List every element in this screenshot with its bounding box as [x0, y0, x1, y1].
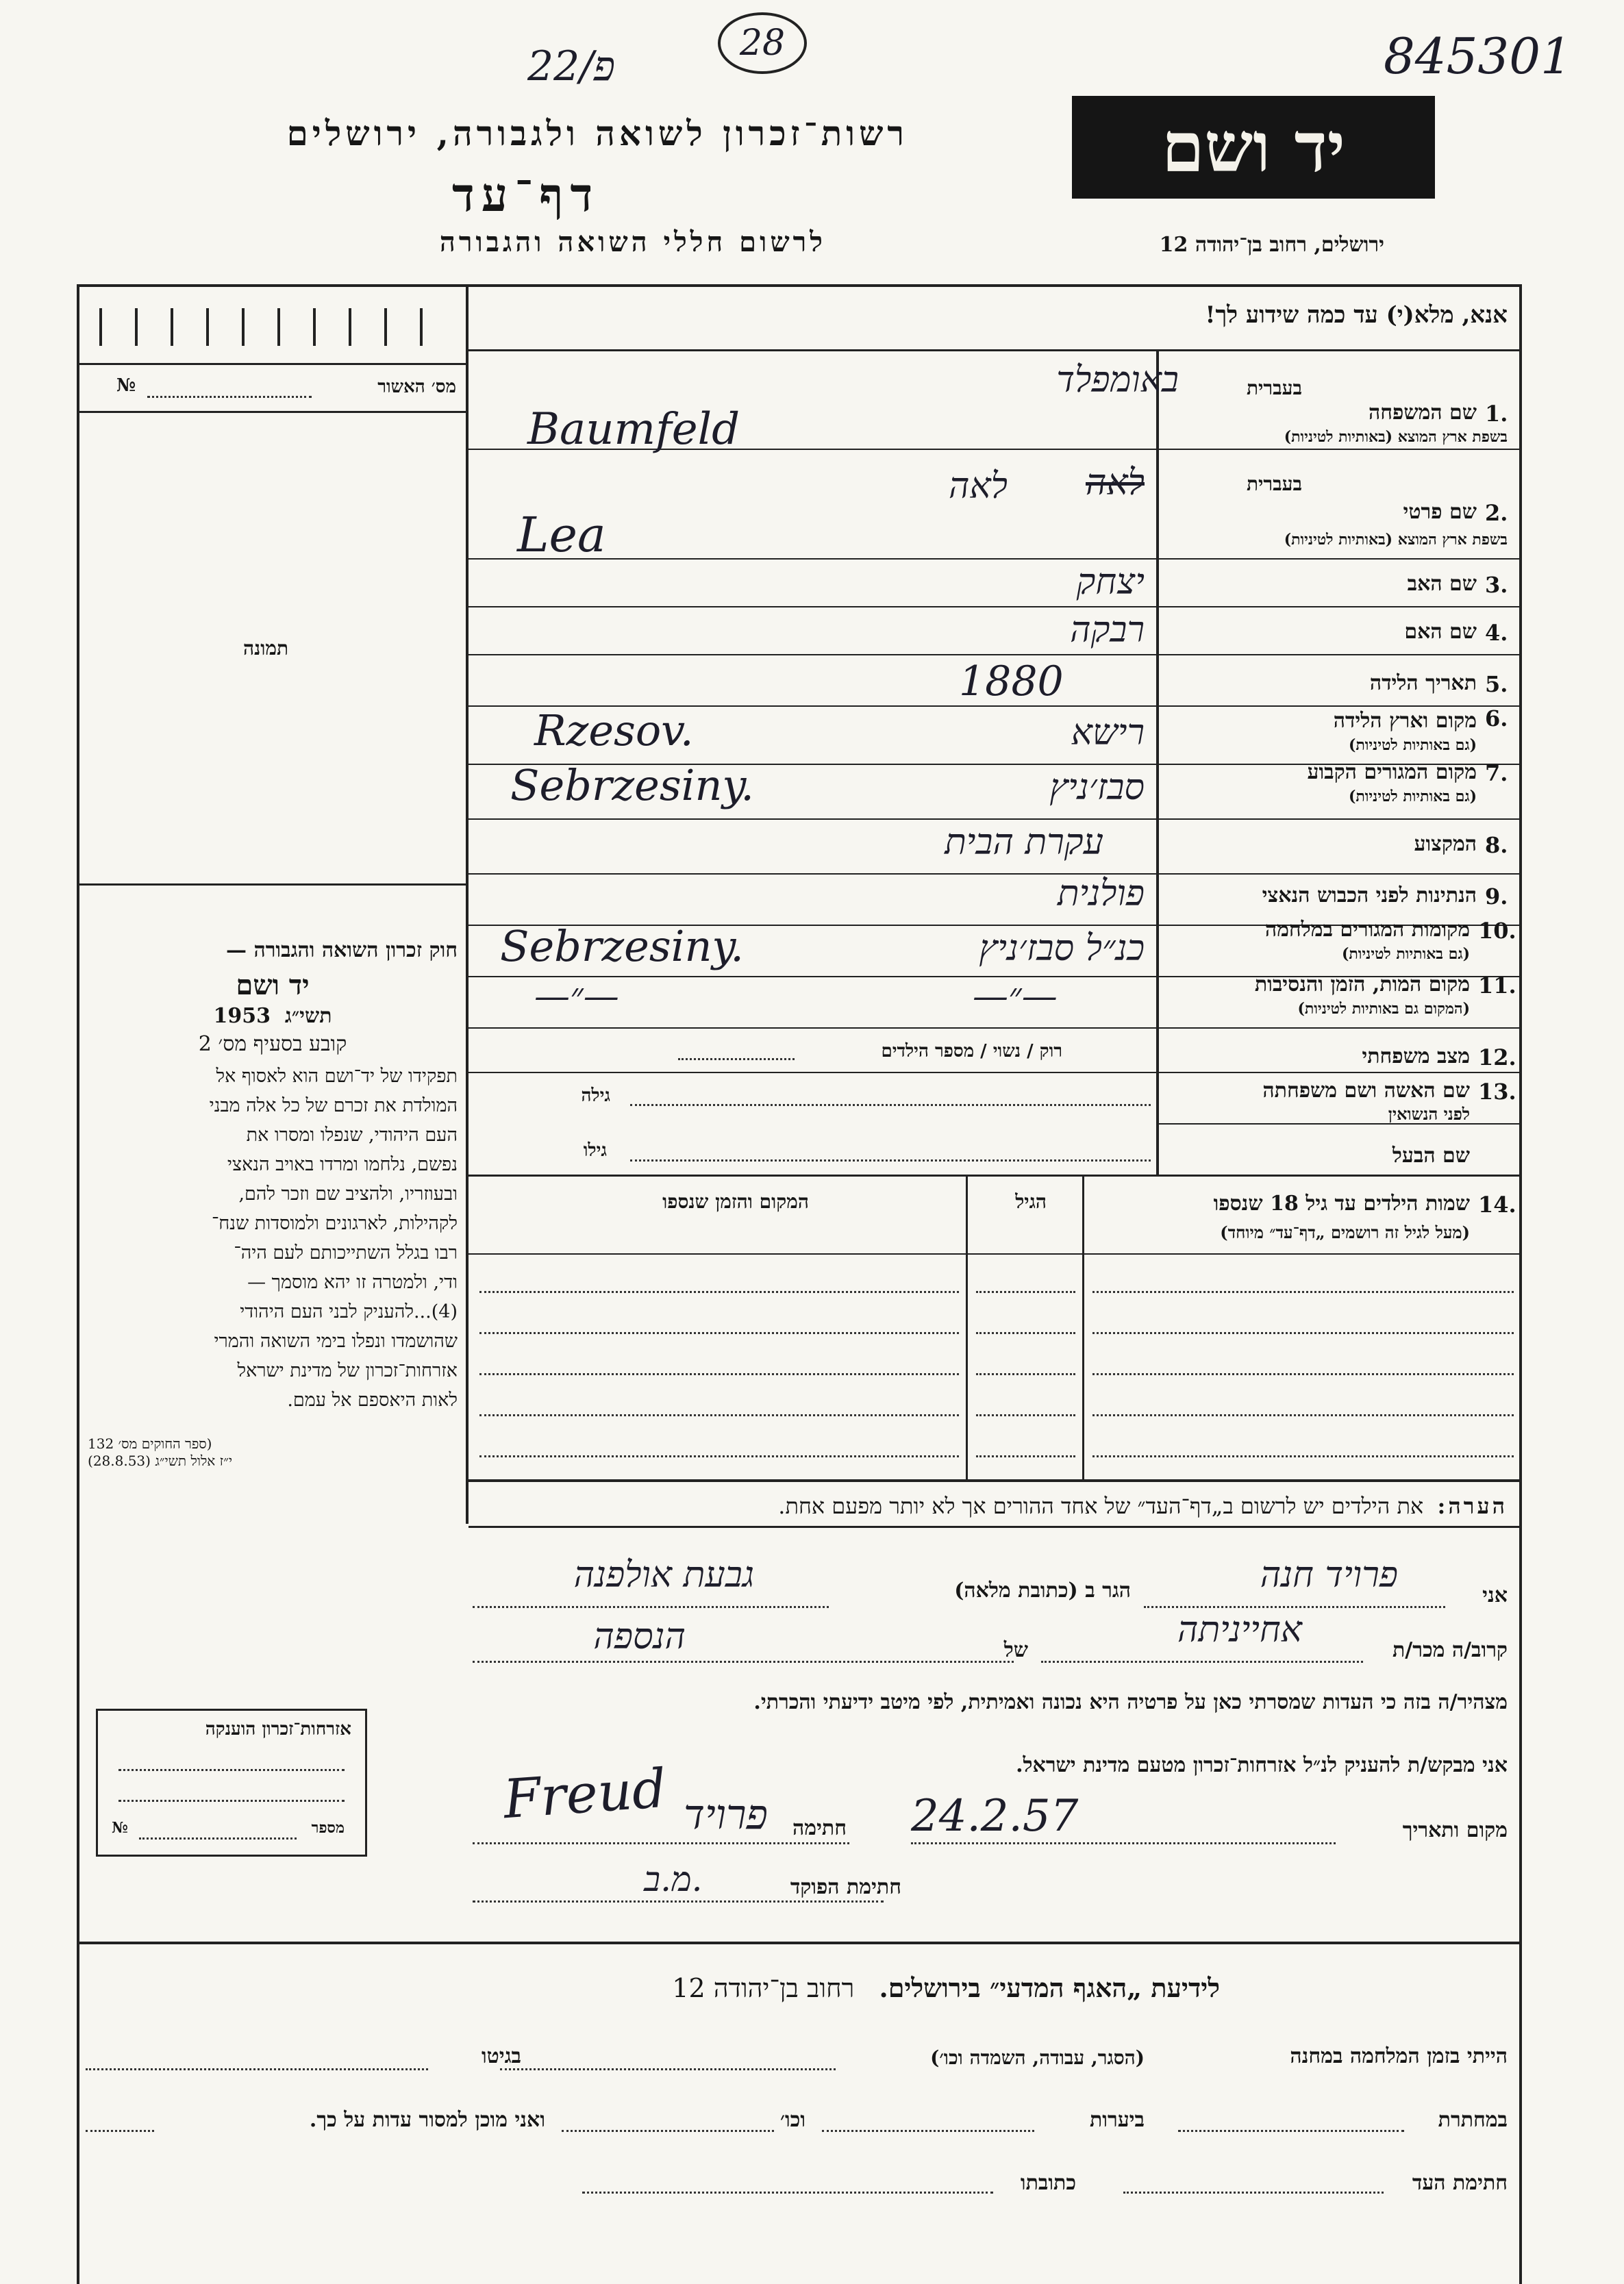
- f11-value-right[interactable]: —״—: [973, 976, 1058, 1017]
- f5-number: 5.: [1485, 671, 1508, 697]
- decl-signature-value[interactable]: פרויד: [684, 1791, 768, 1839]
- f13-label: שם האשה ושם משפחתה: [1262, 1079, 1470, 1103]
- f2-hebrew-label: בעברית: [1246, 473, 1302, 495]
- f6-number: 6.: [1485, 705, 1508, 731]
- f9-value[interactable]: פולנית: [1057, 873, 1145, 914]
- footer-l3-a: חתימת העד: [1412, 2171, 1508, 2195]
- decl-signature-label: חתימה: [792, 1816, 847, 1840]
- f9-label: הנתינות לפני הכבוש הנאצי: [1262, 883, 1477, 907]
- f11-number: 11.: [1478, 972, 1516, 999]
- wife-age-label: גילה: [581, 1085, 610, 1106]
- f9-number: 9.: [1485, 883, 1508, 909]
- f11-label: מקום המות, הזמן והנסיבות: [1254, 972, 1470, 996]
- f12-options[interactable]: רוק / נשוי / מספר הילדים: [881, 1041, 1062, 1062]
- decl-officer-value[interactable]: מ.ב.: [644, 1859, 703, 1899]
- address: ירושלים, רחוב בן־יהודה 12: [1159, 233, 1384, 257]
- law-body: תפקידו של יד־ושם הוא לאסוף אל המולדת את זכרם של כל אלה מבני העם היהודי, שנפלו ומסרו את נפשם, נלחמו ומרדו באויב הנאצי ובעוזריו, ולהציב שם וזכר להם, לקהילות, לארגונים ולמוסדות שנח־ רבו בגלל השתייכותם לעם היה־ ודי, ולמטרה זו יהא מוסמך — (4)...להעניק לבני העם היהודי שהושמדו ונפלו בימי השואה והמרי אזרחות־זכרון של מדינת ישראל לאות היאספם אל עמם.: [209, 1066, 458, 1411]
- f2-sub: בשפת ארץ המוצא (באותיות לטיניות): [1284, 531, 1508, 549]
- decl-of-label: של: [1003, 1638, 1028, 1662]
- f14-label: שמות הילדים עד גיל 18 שנספו: [1213, 1192, 1470, 1216]
- decl-officer-label: חתימת הפוקד: [790, 1875, 901, 1899]
- f6-label: מקום וארץ הלידה: [1333, 709, 1477, 733]
- handwritten-circle-number: 28: [718, 12, 807, 74]
- citizenship-box-title: אזרחות־זכרון הוענקה: [205, 1719, 351, 1740]
- f4-number: 4.: [1485, 620, 1508, 646]
- f12-number: 12.: [1478, 1044, 1516, 1070]
- citizenship-box: [96, 1709, 367, 1857]
- f2-struck-value: לאה: [1086, 462, 1145, 503]
- handwritten-ref: 22/פ: [527, 42, 615, 90]
- f7-sub: (גם באותיות לטיניות): [1348, 788, 1477, 805]
- f13-number: 13.: [1478, 1079, 1516, 1105]
- instruction: אנא, מלא(י) עד כמה שידוע לך!: [1205, 301, 1508, 329]
- law-name: יד ושם: [236, 969, 310, 1001]
- decl-address-value[interactable]: גבעת אולפנה: [573, 1555, 754, 1596]
- f10-number: 10.: [1478, 918, 1516, 944]
- registration-boxes: [99, 308, 455, 346]
- f5-value[interactable]: 1880: [959, 657, 1064, 705]
- footer-l3-b: כתובתו: [1020, 2171, 1076, 2195]
- f13-sub: לפני הנשואין: [1388, 1104, 1470, 1124]
- f8-number: 8.: [1485, 832, 1508, 858]
- f8-value[interactable]: עקרת הבית: [945, 822, 1103, 863]
- form-title: דף־עד: [452, 168, 600, 223]
- photo-label: תמונה: [243, 637, 289, 660]
- footer-l2-c: וכו׳: [780, 2108, 805, 2132]
- decl-place-date-label: מקום ותאריך: [1402, 1818, 1508, 1842]
- decl-of-value[interactable]: הנספה: [593, 1616, 686, 1657]
- f7-hebrew-value[interactable]: סבז׳ניץ: [1049, 767, 1145, 808]
- decl-resides-label: הגר ב (כתובת מלאה): [954, 1579, 1131, 1603]
- husband-label: שם הבעל: [1392, 1144, 1470, 1168]
- f4-value[interactable]: רבקה: [1070, 610, 1145, 651]
- f14-number: 14.: [1478, 1192, 1516, 1218]
- f5-label: תאריך הלידה: [1369, 671, 1477, 695]
- f10-hebrew-value[interactable]: כנ״ל סבז׳ניץ: [979, 928, 1145, 969]
- org-line: רשות־זכרון לשואה ולגבורה, ירושלים: [286, 113, 908, 153]
- f14-sub: (מעל לגיל זה רושמים „דף־עד״ מיוחד): [1220, 1222, 1470, 1242]
- f8-label: המקצוע: [1414, 832, 1477, 856]
- law-year: תשי״ג 1953: [213, 1004, 332, 1028]
- f3-value[interactable]: יצחק: [1076, 562, 1145, 603]
- footer-l2-b: ביערות: [1089, 2108, 1145, 2132]
- footer-l1-c: בגיטו: [481, 2044, 521, 2068]
- f3-number: 3.: [1485, 572, 1508, 598]
- f14-place-col: המקום והזמן שנספו: [662, 1190, 809, 1213]
- f2-hebrew-value[interactable]: לאה: [949, 466, 1008, 507]
- footer-title: לידיעת „האגף המדעי״ בירושלים. רחוב בן־יהודה 12: [672, 1972, 1220, 2003]
- note: הערה: את הילדים יש לרשום ב„דף־העד״ של אחד ההורים אך לא יותר מפעם אחת.: [778, 1493, 1508, 1519]
- f1-number: 1.: [1485, 401, 1508, 427]
- f12-label: מצב משפחתי: [1362, 1044, 1470, 1068]
- handwritten-archive-number: 845301: [1384, 27, 1572, 85]
- decl-declare-line: מצהיר/ה בזה כי העדות שמסרתי כאן על פרטיה היא נכונה ואמיתית, לפי מיטב ידיעתי והכרתי.: [753, 1690, 1508, 1714]
- f4-label: שם האם: [1404, 620, 1477, 644]
- f11-value-left[interactable]: —״—: [534, 976, 619, 1017]
- f1-sub: בשפת ארץ המוצא (באותיות לטיניות): [1284, 428, 1508, 446]
- f7-number: 7.: [1485, 760, 1508, 786]
- f1-latin-value[interactable]: Baumfeld: [527, 404, 740, 455]
- decl-ani: אני: [1482, 1583, 1508, 1607]
- citizenship-number-label: מספר: [311, 1819, 345, 1837]
- f14-age-col: הגיל: [1015, 1190, 1047, 1213]
- law-text-block: [88, 938, 458, 1470]
- f10-sub: (גם באותיות לטיניות): [1341, 945, 1470, 963]
- f6-hebrew-value[interactable]: רישא: [1071, 712, 1145, 753]
- decl-relation-value[interactable]: אחייניתה: [1177, 1609, 1302, 1651]
- law-ref: (ספר החוקים מס׳ 132 י״ז אלול תשי״ג (28.8.53): [88, 1435, 233, 1469]
- decl-date-value[interactable]: 24.2.57: [911, 1791, 1079, 1842]
- f2-latin-value[interactable]: Lea: [517, 507, 606, 563]
- f6-latin-value[interactable]: Rzesov.: [534, 705, 694, 755]
- footer-l1-b: (הסגר, עבודה, השמדה וכו׳): [930, 2046, 1145, 2069]
- f7-latin-value[interactable]: Sebrzesiny.: [510, 760, 754, 810]
- footer-l2-d: ואני מוכן למסור עדות על כך.: [309, 2108, 545, 2132]
- f10-label: מקומות המגורים במלחמה: [1264, 918, 1470, 942]
- law-title: חוק זכרון השואה והגבורה —: [226, 938, 458, 962]
- f10-latin-value[interactable]: Sebrzesiny.: [500, 921, 744, 971]
- f1-label: שם המשפחה: [1368, 401, 1477, 425]
- law-clause: קובע בסעיף מס׳ 2: [198, 1032, 347, 1056]
- footer-l1-a: הייתי בזמן המלחמה במחנה: [1290, 2044, 1508, 2068]
- f1-hebrew-label: בעברית: [1246, 377, 1302, 399]
- f2-number: 2.: [1485, 500, 1508, 526]
- decl-signature-left: Freud: [501, 1757, 669, 1831]
- approval-no-label: №: [116, 375, 136, 396]
- f7-label: מקום המגורים הקבוע: [1307, 760, 1477, 784]
- yad-vashem-logo: יד ושם: [1072, 96, 1435, 199]
- f3-label: שם האב: [1407, 572, 1477, 596]
- husband-age-label: גילו: [583, 1140, 607, 1161]
- footer-l2-a: במחתרת: [1438, 2108, 1508, 2132]
- form-subtitle: לרשום חללי השואה והגבורה: [439, 226, 826, 258]
- f2-label: שם פרטי: [1403, 500, 1477, 524]
- decl-name-value[interactable]: פרויד חנה: [1260, 1555, 1398, 1596]
- decl-relative-label: קרוב/ה מכר/ת: [1392, 1638, 1508, 1662]
- decl-request-line: אני מבקש/ת להעניק לנ״ל אזרחות־זכרון מטעם מדינת ישראל.: [1016, 1753, 1508, 1777]
- f11-sub: (המקום גם באותיות לטיניות): [1297, 1000, 1470, 1018]
- citizenship-no-label: №: [112, 1819, 128, 1837]
- f1-hebrew-value[interactable]: באומפלד: [1056, 360, 1179, 401]
- f6-sub: (גם באותיות לטיניות): [1348, 736, 1477, 754]
- approval-label: מס׳ האשור: [377, 377, 456, 397]
